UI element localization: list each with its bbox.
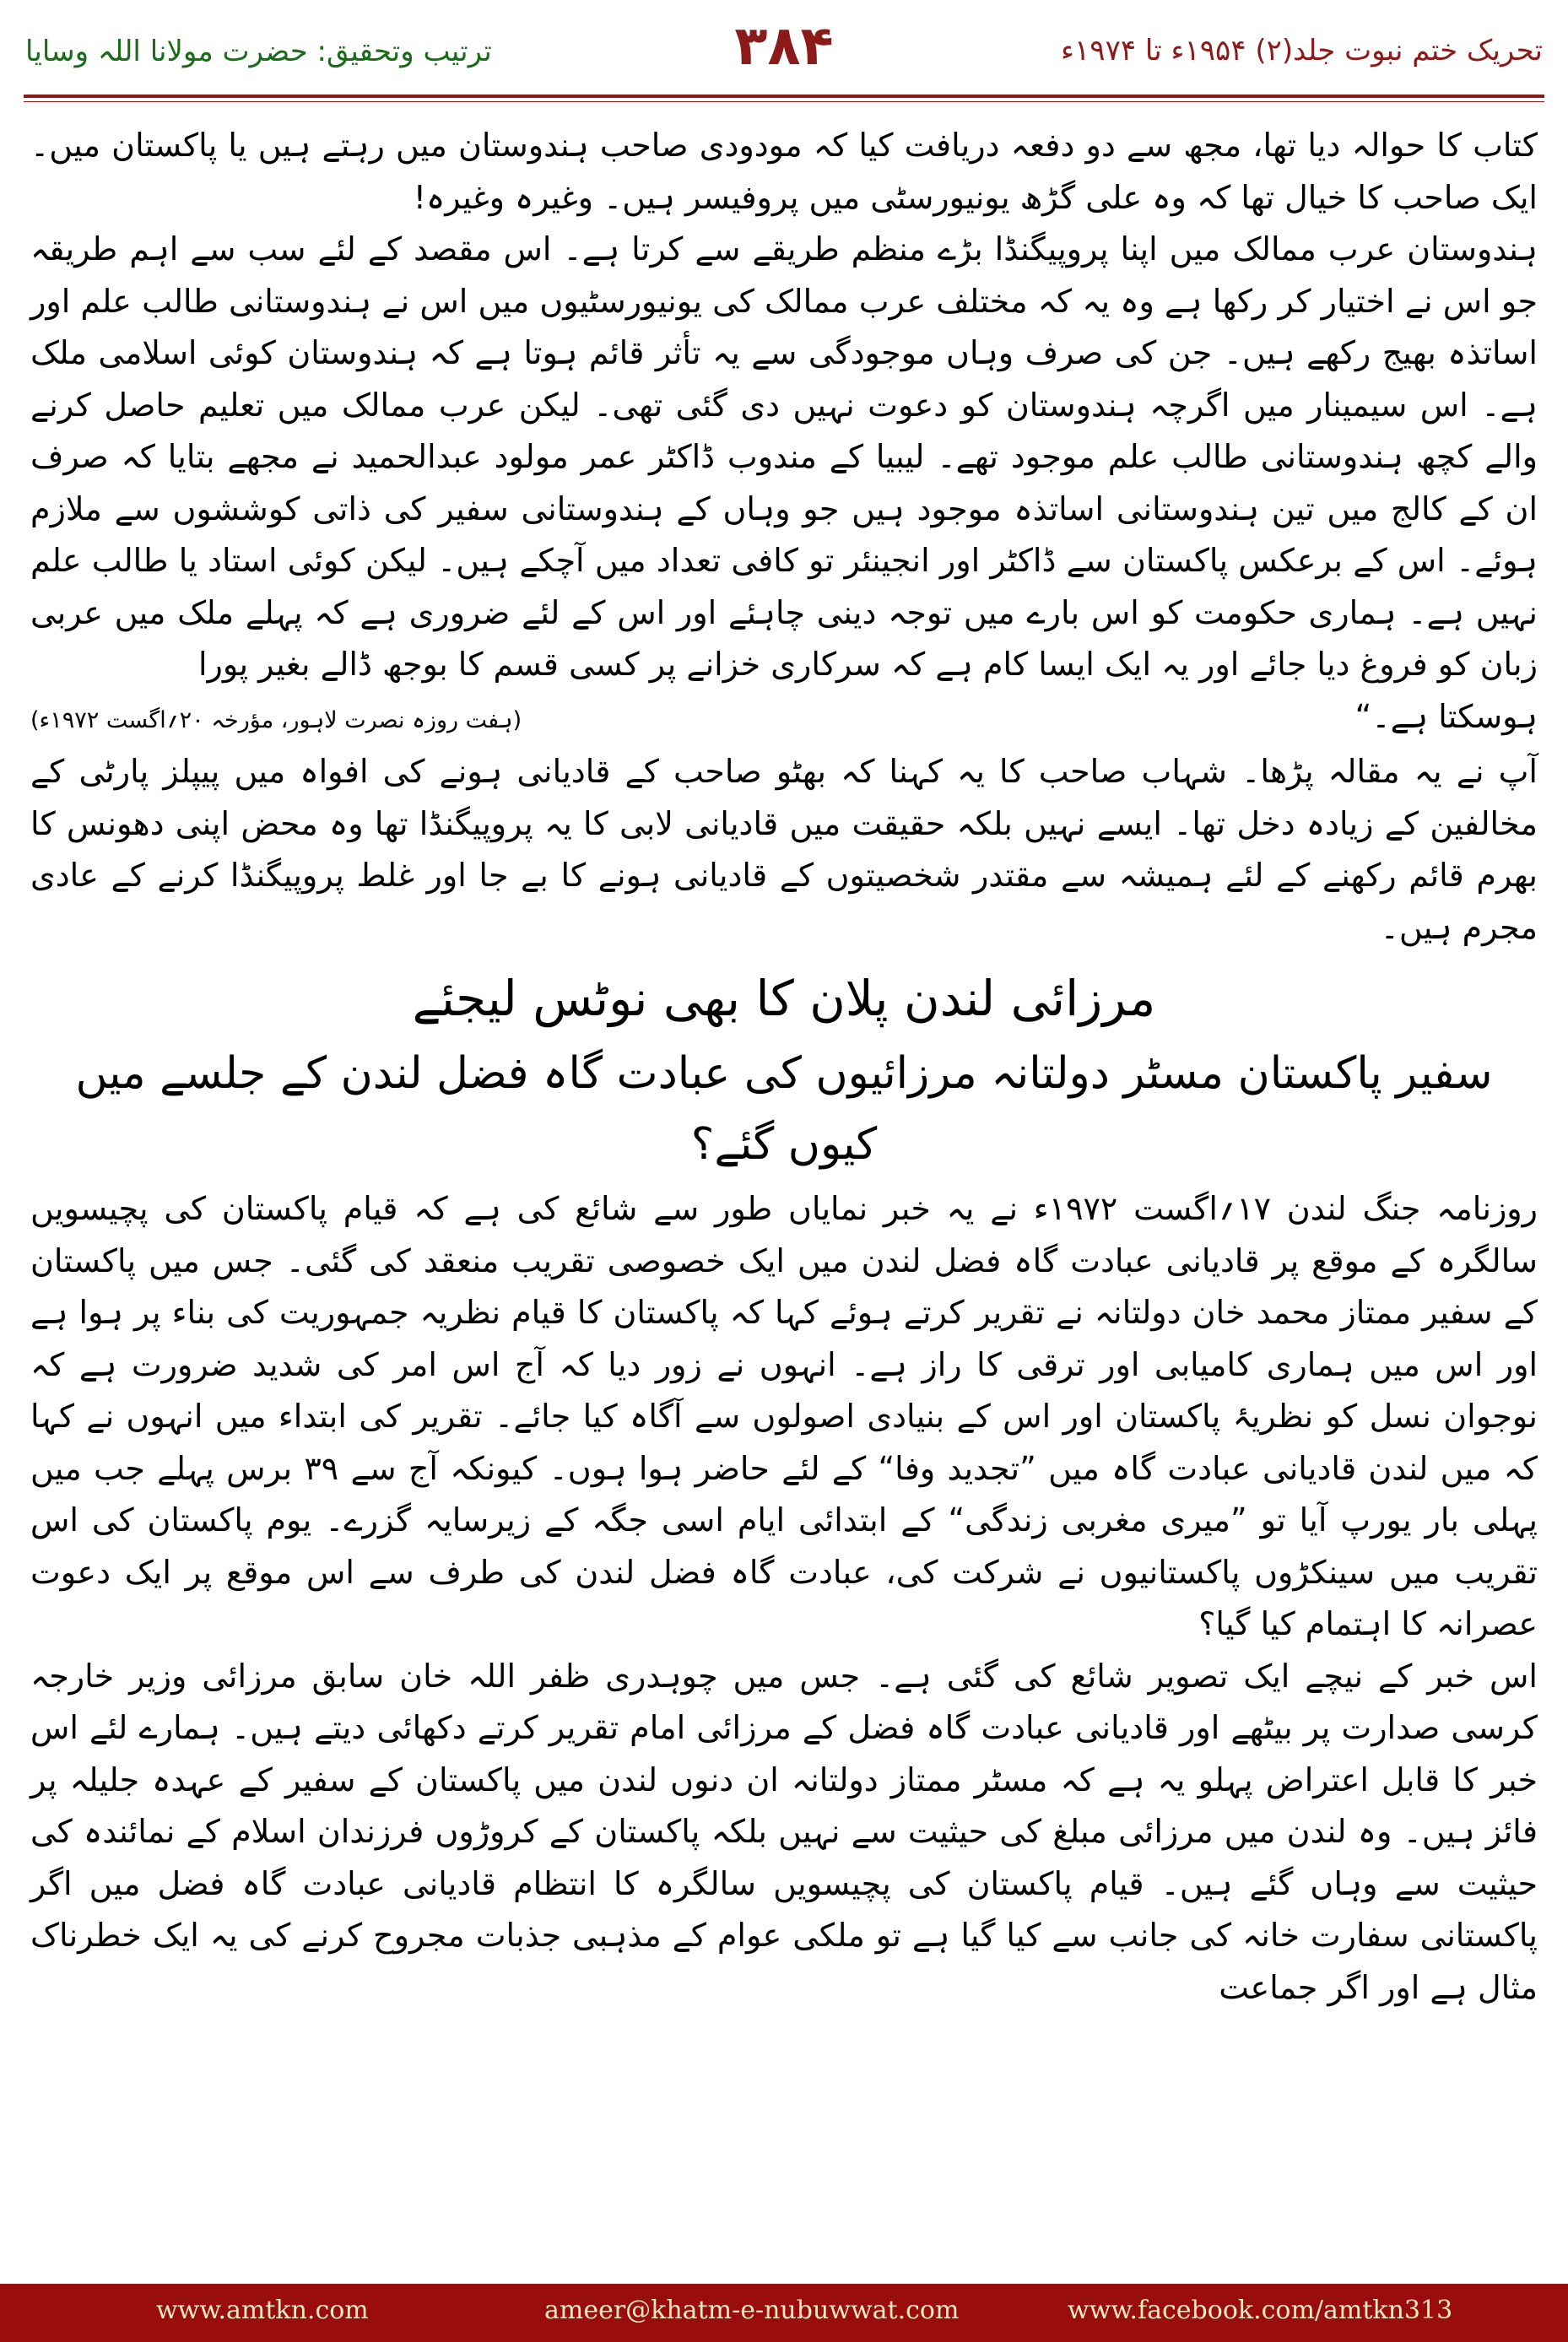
page-footer <box>0 2284 1568 2342</box>
page-header <box>0 0 1568 100</box>
compiler-credit: ترتیب وتحقیق: حضرت مولانا اللہ وسایا <box>25 35 492 68</box>
page-number: ۳۸۴ <box>734 15 834 78</box>
section-heading: مرزائی لندن پلان کا بھی نوٹس لیجئے <box>412 970 1156 1027</box>
section-subheading: سفیر پاکستان مسٹر دولتانہ مرزائیوں کی عبادت گاہ فضل لندن کے جلسے میں کیوں گئے؟ <box>75 1048 1493 1170</box>
book-title: تحریک ختم نبوت جلد(۲) ۱۹۵۴ء تا ۱۹۷۴ء <box>1061 34 1543 68</box>
paragraph-2-end: ہوسکتا ہے۔“ <box>1354 697 1538 735</box>
paragraph-1: کتاب کا حوالہ دیا تھا، مجھ سے دو دفعہ دریافت کیا کہ مودودی صاحب ہندوستان میں رہتے ہیں یا پاکستان میں۔ ایک صاحب کا خیال تھا کہ وہ علی گڑھ یونیورسٹی میں پروفیسر ہیں۔ وغیرہ وغیرہ! <box>30 127 1538 216</box>
paragraph-3: آپ نے یہ مقالہ پڑھا۔ شہاب صاحب کا یہ کہنا کہ بھٹو صاحب کے قادیانی ہونے کی افواہ میں پیپلز پارٹی کے مخالفین کے زیادہ دخل تھا۔ ایسے نہیں بلکہ حقیقت میں قادیانی لابی کا یہ پروپیگنڈا تھا وہ محض اپنی دھونس کا بھرم قائم رکھنے کے لئے ہمیشہ سے مقتدر شخصیتوں کے قادیانی ہونے کا بے جا اور غلط پروپیگنڈا کرنے کے عادی مجرم ہیں۔ <box>30 753 1538 946</box>
page-body <box>30 120 1538 2014</box>
footer-facebook-link[interactable]: www.facebook.com/amtkn313 <box>1068 2296 1453 2325</box>
header-rule-thin <box>24 101 1544 102</box>
paragraph-5: اس خبر کے نیچے ایک تصویر شائع کی گئی ہے۔ جس میں چوہدری ظفر اللہ خان سابق مرزائی وزیر خارجہ کرسی صدارت پر بیٹھے اور قادیانی عبادت گاہ فضل کے مرزائی امام تقریر کرتے دکھائی دیتے ہیں۔ ہمارے لئے اس خبر کا قابل اعتراض پہلو یہ ہے کہ مسٹر ممتاز دولتانہ ان دنوں لندن میں پاکستان کے سفیر کے عہدہ جلیلہ پر فائز ہیں۔ وہ لندن میں مرزائی مبلغ کی حیثیت سے نہیں بلکہ پاکستان کے کروڑوں فرزندان اسلام کے نمائندہ کی حیثیت سے وہاں گئے ہیں۔ قیام پاکستان کی پچیسویں سالگرہ کا انتظام قادیانی عبادت گاہ فضل میں اگر پاکستانی سفارت خانہ کی جانب سے کیا گیا ہے تو ملکی عوام کے مذہبی جذبات مجروح کرنے کی یہ ایک خطرناک مثال ہے اور اگر جماعت <box>30 1657 1538 2006</box>
header-rule <box>24 95 1544 98</box>
paragraph-4: روزنامہ جنگ لندن ۱۷؍اگست ۱۹۷۲ء نے یہ خبر نمایاں طور سے شائع کی ہے کہ قیام پاکستان کی پچیسویں سالگرہ کے موقع پر قادیانی عبادت گاہ فضل لندن میں ایک خصوصی تقریب منعقد کی گئی۔ جس میں پاکستان کے سفیر ممتاز محمد خان دولتانہ نے تقریر کرتے ہوئے کہا کہ پاکستان کا قیام نظریہ جمہوریت کی بناء پر ہوا ہے اور اس میں ہماری کامیابی اور ترقی کا راز ہے۔ انہوں نے زور دیا کہ آج اس امر کی شدید ضرورت ہے کہ نوجوان نسل کو نظریۂ پاکستان اور اس کے بنیادی اصولوں سے آگاہ کیا جائے۔ تقریر کی ابتداء میں انہوں نے کہا کہ میں لندن قادیانی عبادت گاہ میں ”تجدید وفا“ کے لئے حاضر ہوا ہوں۔ کیونکہ آج سے ۳۹ برس پہلے جب میں پہلی بار یورپ آیا تو ”میری مغربی زندگی“ کے ابتدائی ایام اسی جگہ کے زیرسایہ گزرے۔ یوم پاکستان کی اس تقریب میں سینکڑوں پاکستانیوں نے شرکت کی، عبادت گاہ فضل لندن کی طرف سے اس موقع پر ایک دعوت عصرانہ کا اہتمام کیا گیا؟ <box>30 1190 1538 1642</box>
paragraph-2: ہندوستان عرب ممالک میں اپنا پروپیگنڈا بڑے منظم طریقے سے کرتا ہے۔ اس مقصد کے لئے سب سے اہم طریقہ جو اس نے اختیار کر رکھا ہے وہ یہ کہ مختلف عرب ممالک کی یونیورسٹیوں میں اس نے ہندوستانی طالب علم اور اساتذہ بھیج رکھے ہیں۔ جن کی صرف وہاں موجودگی سے یہ تأثر قائم ہوتا ہے کہ ہندوستان کوئی اسلامی ملک ہے۔ اس سیمینار میں اگرچہ ہندوستان کو دعوت نہیں دی گئی تھی۔ لیکن عرب ممالک میں تعلیم حاصل کرنے والے کچھ ہندوستانی طالب علم موجود تھے۔ لیبیا کے مندوب ڈاکٹر عمر مولود عبدالحمید نے مجھے بتایا کہ صرف ان کے کالج میں تین ہندوستانی اساتذہ موجود ہیں جو وہاں کے ہندوستانی سفیر کی ذاتی کوششوں سے ملازم ہوئے۔ اس کے برعکس پاکستان سے ڈاکٹر اور انجینئر تو کافی تعداد میں آچکے ہیں۔ لیکن کوئی استاد یا طالب علم نہیں ہے۔ ہماری حکومت کو اس بارے میں توجہ دینی چاہئے اور اس کے لئے ضروری ہے کہ پہلے ملک میں عربی زبان کو فروغ دیا جائے اور یہ ایک ایسا کام ہے کہ سرکاری خزانے پر کسی قسم کا بوجھ ڈالے بغیر پورا <box>30 230 1538 683</box>
footer-email-link[interactable]: ameer@khatm-e-nubuwwat.com <box>544 2296 960 2325</box>
citation-line <box>30 691 1538 747</box>
citation-source: (ہفت روزہ نصرت لاہور، مؤرخہ ۲۰؍اگست ۱۹۷۲ء) <box>30 706 522 733</box>
footer-website-link[interactable]: www.amtkn.com <box>156 2296 369 2325</box>
